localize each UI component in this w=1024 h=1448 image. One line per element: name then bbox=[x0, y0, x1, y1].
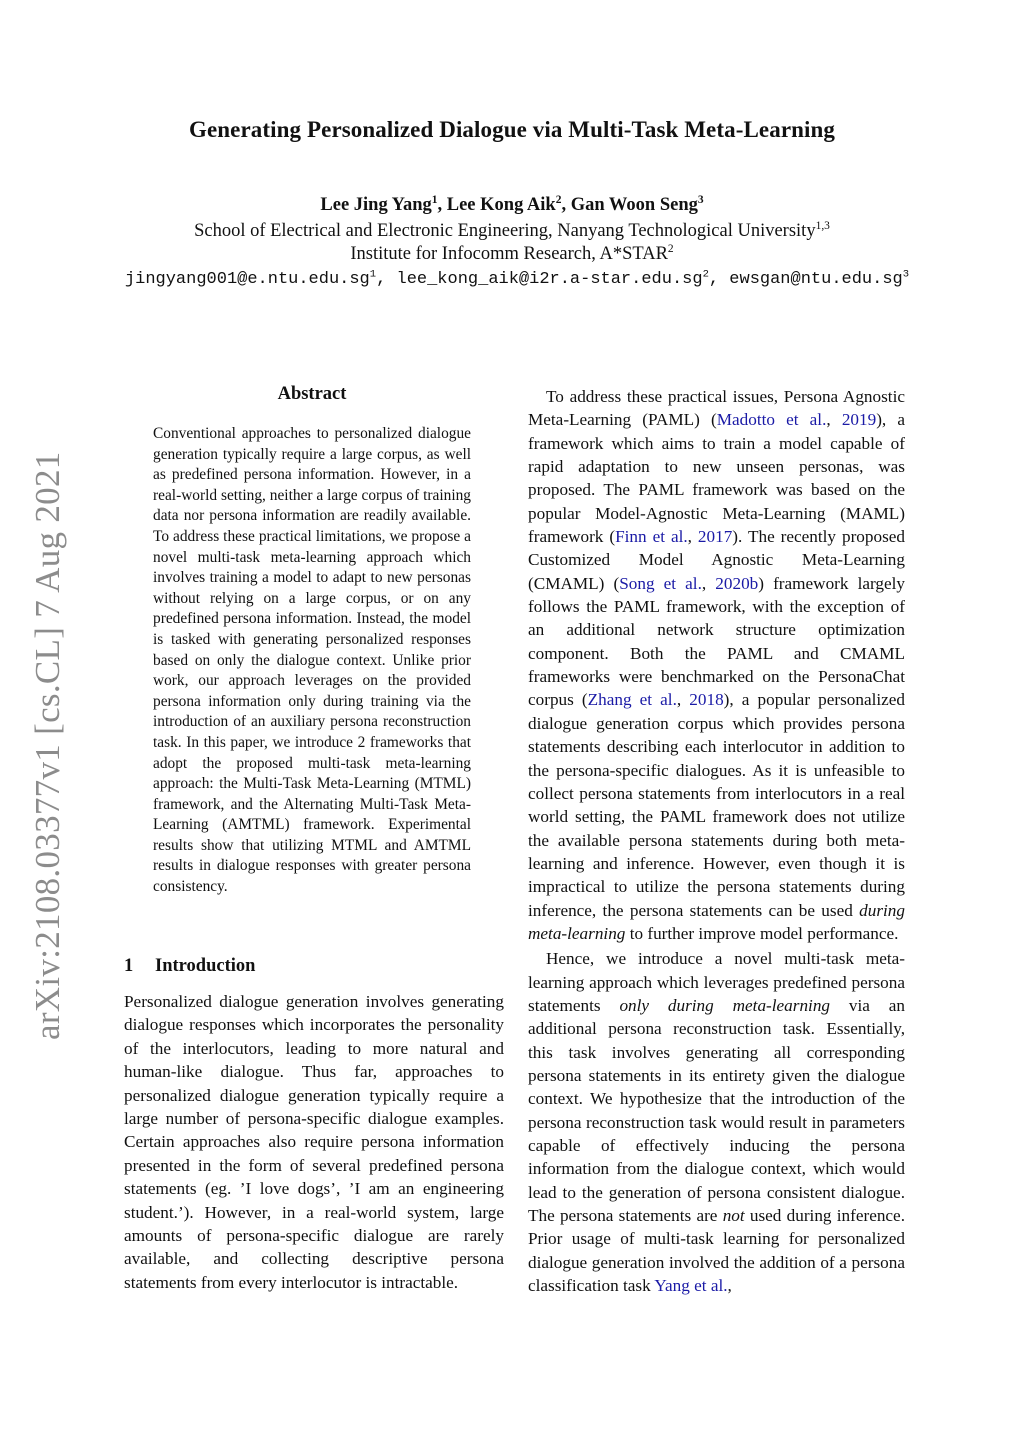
emphasis-text: during meta-learning bbox=[528, 900, 905, 943]
text-run: Hence, we introduce a novel multi-task meta-learning approach which leverages predefined persona statements bbox=[528, 949, 905, 1015]
section-heading bbox=[124, 956, 255, 977]
text-run: used during inference. Prior usage of multi-task learning for personalized dialogue generation involved the addition of a persona classification task bbox=[528, 1206, 905, 1296]
affiliation bbox=[0, 244, 1024, 265]
text-run: ) framework largely follows the PAML framework, with the exception of an additional network structure optimization component. Both the PAML and CMAML frameworks were benchmarked on the PersonaChat corpus ( bbox=[528, 573, 905, 710]
affiliation-text: Institute for Infocomm Research, A*STAR bbox=[350, 244, 668, 264]
email-address: jingyang001@e.ntu.edu.sg bbox=[124, 270, 370, 289]
author-list: Lee Jing Yang$^1$, Lee Kong Aik$^2$, Gan Woon Seng$^3$ bbox=[320, 193, 704, 215]
citation-link[interactable]: 2017 bbox=[697, 527, 733, 547]
text-run: ), a framework which aims to train a model capable of rapid adaptation to new unseen personas, was proposed. The PAML framework was based on the popular Model-Agnostic Meta-Learning (MAML) framework ( bbox=[528, 410, 906, 547]
citation-link[interactable]: 2020b bbox=[715, 573, 759, 593]
author-name: Lee Jing Yang bbox=[320, 195, 432, 215]
email-superscript: 3 bbox=[902, 268, 910, 281]
email-address: lee_kong_aik@i2r.a-star.edu.sg bbox=[396, 270, 703, 289]
section-title: Introduction bbox=[155, 956, 256, 976]
emphasis-text: only during meta-learning bbox=[619, 995, 831, 1015]
email-address: ewsgan@ntu.edu.sg bbox=[729, 270, 903, 289]
author-superscript: 1 bbox=[431, 193, 438, 206]
abstract-heading: Abstract bbox=[277, 384, 347, 404]
text-run: , bbox=[727, 1276, 732, 1296]
affiliation-text: School of Electrical and Electronic Engineering, Nanyang Technological University bbox=[194, 221, 816, 241]
email-list: $jingyang001@e.ntu.edu.sg^1$, $lee\_kong\_aik@i2r.a-star.edu.sg^2$, $ewsgan@ntu.edu.sg^3$ bbox=[124, 268, 910, 289]
citation-link[interactable]: Finn et al. bbox=[615, 527, 688, 547]
arxiv-sidebar bbox=[28, 440, 72, 1040]
arxiv-stamp: arXiv:2108.03377v1 [cs.CL] 7 Aug 2021 bbox=[28, 451, 67, 1040]
paper-title: Generating Personalized Dialogue via Multi-Task Meta-Learning bbox=[188, 117, 835, 142]
section-number: 1 bbox=[124, 956, 134, 976]
author-superscript: 2 bbox=[555, 193, 562, 206]
emphasis-text: not bbox=[722, 1206, 745, 1226]
affiliation-superscript: 2 bbox=[667, 242, 674, 255]
citation-link[interactable]: Zhang et al. bbox=[587, 690, 677, 710]
introduction-paragraph: Personalized dialogue generation involves generating dialogue responses which incorporates the personality of the interlocutors, leading to more natural and human-like dialogue. Thus far, approaches to personalized dialogue generation typically require a large number of persona-specific dialogue examples. Certain approaches also require persona information presented in the form of several predefined persona statements (eg. ’I love dogs’, ’I am an engineering student.’). However, in a real-world system, large amounts of persona-specific dialogue are rarely available, and collecting descriptive persona statements from every interlocutor is intractable. bbox=[124, 992, 504, 1292]
email-superscript: 1 bbox=[369, 268, 377, 281]
abstract-text: Conventional approaches to personalized dialogue generation typically require a large corpus, as well as predefined persona information. However, in a real-world setting, neither a large corpus of training data nor persona information are readily available. To address these practical limitations, we propose a novel multi-task meta-learning approach which involves training a model to adapt to new personas without relying on a large corpus, or on any predefined persona information. Instead, the model is tasked with generating personalized responses based on only the dialogue context. Unlike prior work, our approach leverages on the provided persona information only during training via the introduction of an auxiliary persona reconstruction task. In this paper, we introduce 2 frameworks that adopt the proposed multi-task meta-learning approach: the Multi-Task Meta-Learning (MTML) framework, and the Alternating Multi-Task Meta-Learning (AMTML) framework. Experimental results show that utilizing MTML and AMTML results in dialogue responses with greater persona consistency. bbox=[153, 425, 471, 896]
email-superscript: 2 bbox=[702, 268, 709, 281]
citation-link[interactable]: 2019 bbox=[841, 410, 877, 430]
author-name: Gan Woon Seng bbox=[570, 195, 698, 215]
citation-link[interactable]: Yang et al. bbox=[654, 1276, 728, 1296]
text-run: to further improve model performance. bbox=[625, 923, 899, 943]
text-run: , bbox=[826, 410, 842, 430]
text-run: ), a popular personalized dialogue generation corpus which provides persona statements describing each interlocutor in addition to the persona-specific dialogues. As it is unfeasible to collect persona statements from interlocutors in a real world setting, the PAML framework does not utilize the available persona statements during both meta-learning and inference. However, even though it is impractical to utilize the persona statements during inference, the persona statements can be used bbox=[528, 690, 905, 920]
paragraph bbox=[528, 385, 905, 945]
citation-link[interactable]: 2018 bbox=[689, 690, 724, 710]
affiliation bbox=[0, 221, 1024, 242]
author-superscript: 3 bbox=[697, 193, 704, 206]
text-run: ). The recently proposed Customized Model Agnostic Meta-Learning (CMAML) ( bbox=[528, 527, 905, 593]
text-run: , bbox=[676, 690, 690, 710]
author-name: Lee Kong Aik bbox=[446, 195, 556, 215]
text-run: , bbox=[687, 527, 698, 547]
affiliation-superscript: 1,3 bbox=[815, 219, 830, 232]
text-run: To address these practical issues, Persona Agnostic Meta-Learning (PAML) ( bbox=[528, 387, 905, 430]
right-column bbox=[528, 385, 905, 1297]
citation-link[interactable]: Song et al. bbox=[619, 573, 702, 593]
text-run: via an additional persona reconstruction task. Essentially, this task involves generating all corresponding persona statements in its entirety given the dialogue context. We hypothesize that the introduction of the persona reconstruction task would result in parameters capable of effectively inducing the persona information from the dialogue context, which would lead to the generation of persona consistent dialogue. The persona statements are bbox=[528, 995, 905, 1226]
citation-link[interactable]: Madotto et al. bbox=[716, 410, 827, 430]
paragraph bbox=[528, 947, 905, 1297]
text-run: , bbox=[701, 573, 716, 593]
